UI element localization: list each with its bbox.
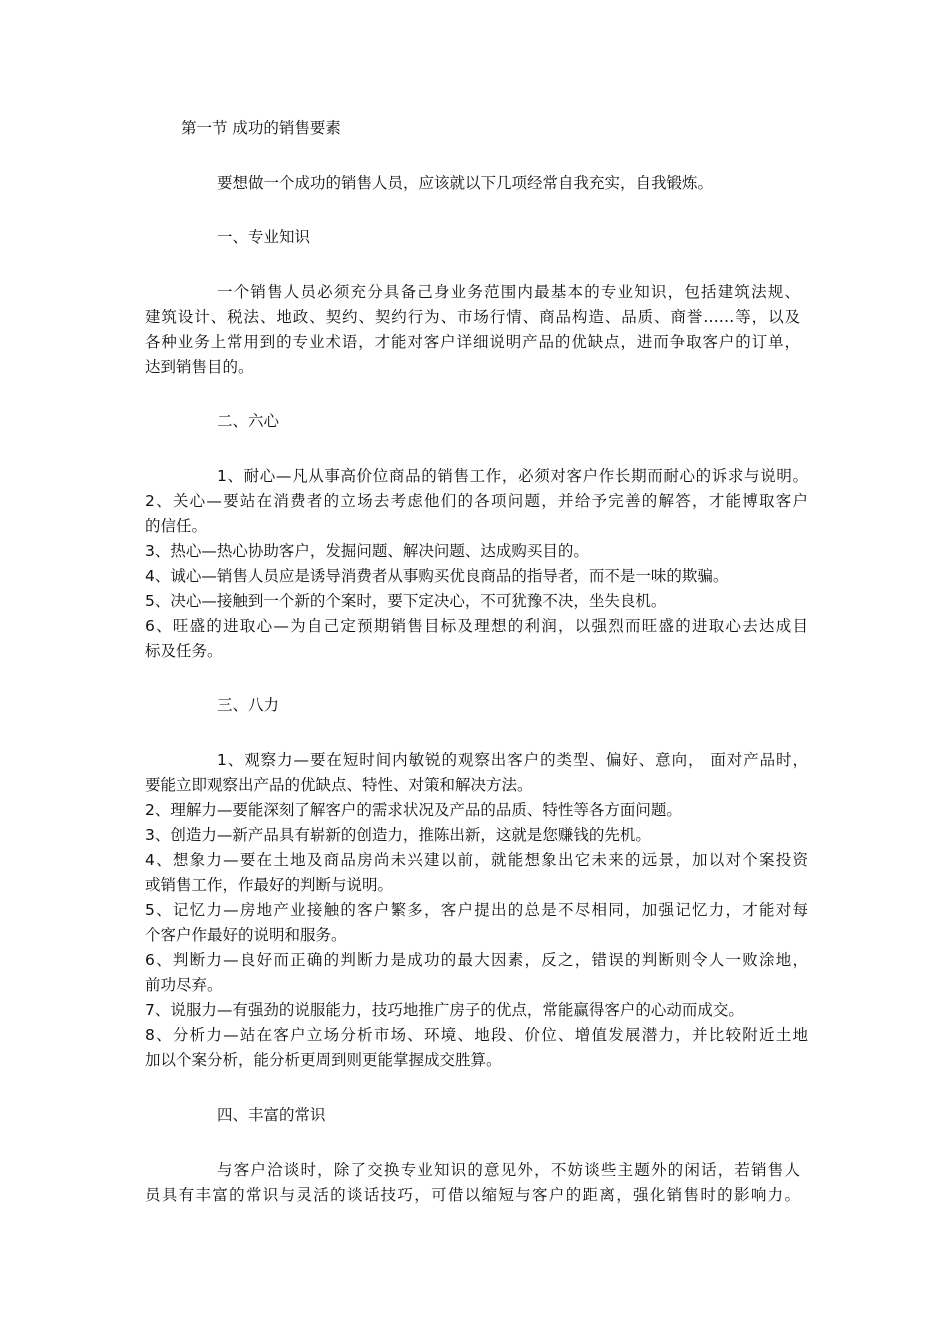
- section-heading-professional-knowledge: 一、专业知识: [217, 228, 311, 246]
- paragraph-line: 各种业务上常用到的专业术语，才能对客户详细说明产品的优缺点，进而争取客户的订单，: [145, 333, 800, 351]
- list-item-continuation: 加以个案分析，能分析更周到则更能掌握成交胜算。: [145, 1051, 502, 1069]
- list-item: 5、记忆力—房地产业接触的客户繁多，客户提出的总是不尽相同，加强记忆力，才能对每: [145, 901, 808, 919]
- list-item: 8、分析力—站在客户立场分析市场、环境、地段、价位、增值发展潜力，并比较附近土地: [145, 1026, 808, 1044]
- list-item-continuation: 的信任。: [145, 517, 208, 535]
- list-item: 7、说服力—有强劲的说服能力，技巧地推广房子的优点，常能赢得客户的心动而成交。: [145, 1001, 744, 1019]
- list-item: 2、理解力—要能深刻了解客户的需求状况及产品的品质、特性等各方面问题。: [145, 801, 682, 819]
- paragraph-line: 一个销售人员必须充分具备己身业务范围内最基本的专业知识，包括建筑法规、: [217, 283, 800, 301]
- list-item-continuation: 个客户作最好的说明和服务。: [145, 926, 347, 944]
- list-item: 5、决心—接触到一个新的个案时，要下定决心，不可犹豫不决，坐失良机。: [145, 592, 667, 610]
- list-item-continuation: 要能立即观察出产品的优缺点、特性、对策和解决方法。: [145, 776, 533, 794]
- list-item: 4、想象力—要在土地及商品房尚未兴建以前，就能想象出它未来的远景，加以对个案投资: [145, 851, 808, 869]
- list-item: 6、旺盛的进取心—为自己定预期销售目标及理想的利润，以强烈而旺盛的进取心去达成目: [145, 617, 808, 635]
- list-item-continuation: 或销售工作，作最好的判断与说明。: [145, 876, 394, 894]
- list-item: 1、观察力—要在短时间内敏锐的观察出客户的类型、偏好、意向， 面对产品时，: [217, 751, 808, 769]
- list-item-continuation: 标及任务。: [145, 642, 223, 660]
- list-item: 3、创造力—新产品具有崭新的创造力，推陈出新，这就是您赚钱的先机。: [145, 826, 651, 844]
- paragraph-line: 与客户洽谈时，除了交换专业知识的意见外，不妨谈些主题外的闲话，若销售人: [217, 1161, 800, 1179]
- section-heading-six-hearts: 二、六心: [217, 412, 280, 430]
- intro-paragraph: 要想做一个成功的销售人员，应该就以下几项经常自我充实，自我锻炼。: [217, 174, 714, 192]
- list-item: 2、关心—要站在消费者的立场去考虑他们的各项问题，并给予完善的解答，才能博取客户: [145, 492, 808, 510]
- list-item: 6、判断力—良好而正确的判断力是成功的最大因素，反之，错误的判断则令人一败涂地，: [145, 951, 808, 969]
- list-item: 1、耐心—凡从事高价位商品的销售工作，必须对客户作长期而耐心的诉求与说明。: [217, 467, 808, 485]
- paragraph-line: 员具有丰富的常识与灵活的谈话技巧，可借以缩短与客户的距离，强化销售时的影响力。: [145, 1186, 800, 1204]
- list-item: 3、热心—热心协助客户，发掘问题、解决问题、达成购买目的。: [145, 542, 589, 560]
- paragraph-line: 建筑设计、税法、地政、契约、契约行为、市场行情、商品构造、品质、商誉……等，以及: [145, 308, 800, 326]
- section-heading-eight-powers: 三、八力: [217, 696, 280, 714]
- page-title: 第一节 成功的销售要素: [181, 119, 341, 137]
- list-item-continuation: 前功尽弃。: [145, 976, 223, 994]
- list-item: 4、诚心—销售人员应是诱导消费者从事购买优良商品的指导者，而不是一味的欺骗。: [145, 567, 729, 585]
- paragraph-line: 达到销售目的。: [145, 358, 254, 376]
- section-heading-rich-common-sense: 四、丰富的常识: [217, 1106, 326, 1124]
